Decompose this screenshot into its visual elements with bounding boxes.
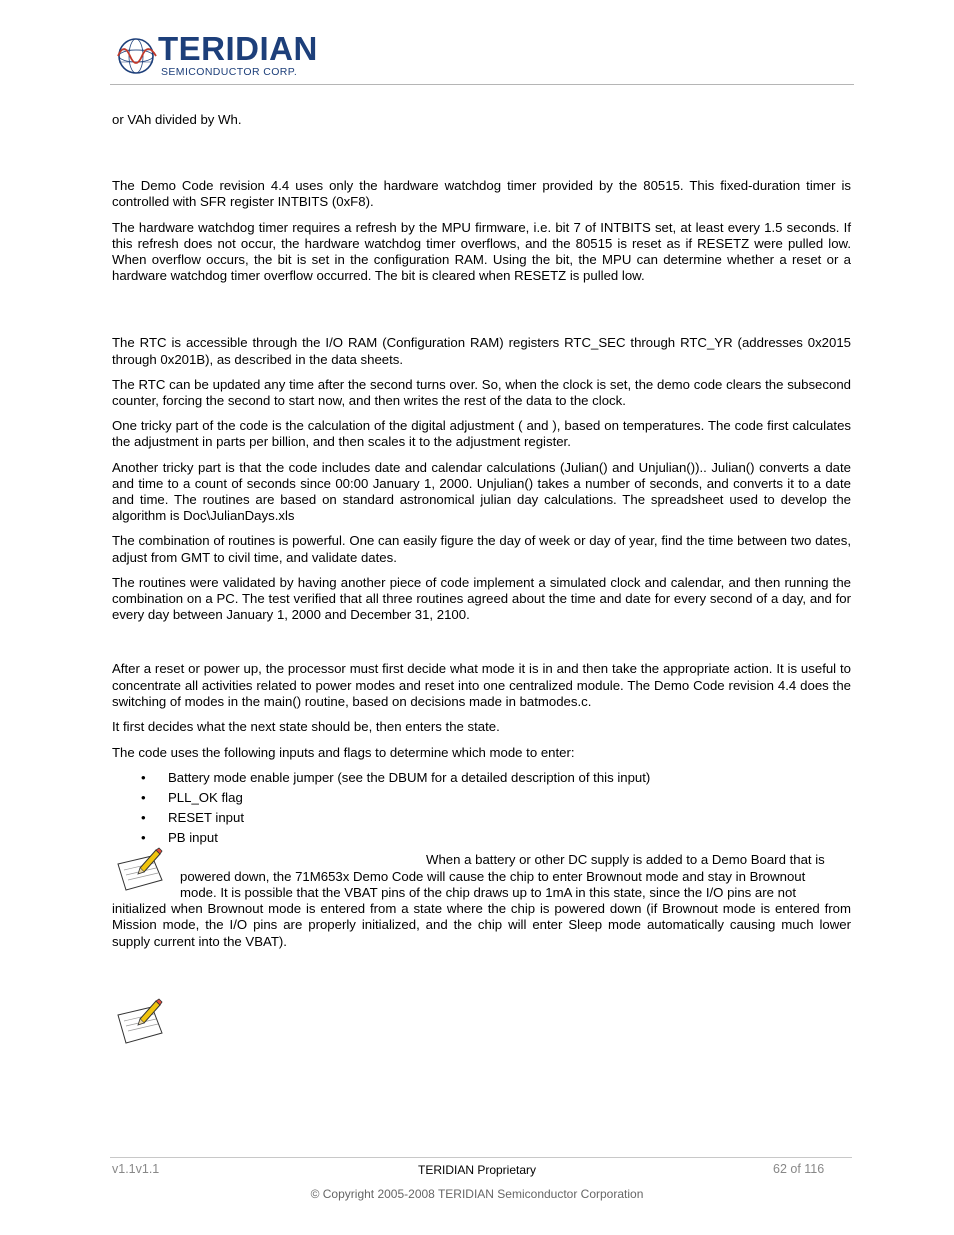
rtc-paragraph-2: The RTC can be updated any time after the second turns over. So, when the clock is set, the demo code clears the subsecond counter, forcing the second to start now, and then writes the rest of the data to the clock. bbox=[112, 376, 851, 409]
note-line-3: mode. It is possible that the VBAT pins of the chip draws up to 1mA in this state, since the I/O pins are not bbox=[180, 884, 796, 900]
document-body bbox=[112, 112, 851, 950]
footer-proprietary: TERIDIAN Proprietary bbox=[417, 1163, 537, 1177]
rtc-paragraph-4: Another tricky part is that the code includes date and calendar calculations (Julian() and Unjulian()).. Julian() converts a date and time to a count of seconds since 00:00 January 1, 2000. Unjulian() takes a number of seconds, and converts it to a date and time. The routines are based on standard astronomical julian day calculations. The spreadsheet used to develop the algorithm is Doc\JulianDays.xls bbox=[112, 459, 851, 524]
power-mode-paragraph-2: It first decides what the next state should be, then enters the state. bbox=[112, 719, 500, 735]
watchdog-paragraph-2: The hardware watchdog timer requires a refresh by the MPU firmware, i.e. bit 7 of INTBITS set, at least every 1.5 seconds. If this refresh does not occur, the hardware watchdog timer overflows, and the 80515 is reset as if RESETZ were pulled low. When overflow occurs, the bit is set in the configuration RAM. Using the bit, the MPU can determine whether a reset or a hardware watchdog timer overflow occurred. The bit is cleared when RESETZ is pulled low. bbox=[112, 219, 851, 284]
paragraph-intro: or VAh divided by Wh. bbox=[112, 112, 242, 127]
logo-subtitle: SEMICONDUCTOR CORP. bbox=[161, 66, 298, 78]
watchdog-paragraph-1: The Demo Code revision 4.4 uses only the hardware watchdog timer provided by the 80515. This fixed-duration timer is controlled with SFR register INTBITS (0xF8). bbox=[112, 178, 851, 210]
inputs-list bbox=[112, 770, 851, 850]
logo-wordmark: TERIDIAN bbox=[158, 30, 318, 67]
section-heading-space bbox=[112, 128, 851, 178]
power-mode-paragraph-3: The code uses the following inputs and flags to determine which mode to enter: bbox=[112, 745, 575, 761]
list-item: • PB input bbox=[112, 830, 851, 850]
note-line-2: powered down, the 71M653x Demo Code will cause the chip to enter Brownout mode and stay in Brownout bbox=[180, 868, 806, 884]
section-heading-space bbox=[112, 284, 851, 335]
note-pencil-icon bbox=[112, 846, 168, 894]
rtc-paragraph-3: One tricky part of the code is the calculation of the digital adjustment ( and ), based on temperatures. The code first calculates the adjustment in parts per billion, and then scales it to the adjustment register. bbox=[112, 418, 851, 450]
rtc-paragraph-6: The routines were validated by having another piece of code implement a simulated clock and calendar, and then running the combination on a PC. The test verified that all three routines agreed about the time and date for every second of a day, and for every day between January 1, 2000 and December 31, 2100. bbox=[112, 574, 851, 623]
list-item: • RESET input bbox=[112, 810, 851, 830]
section-heading-space bbox=[112, 623, 851, 661]
list-item: • PLL_OK flag bbox=[112, 790, 851, 810]
teridian-logo-mark-icon bbox=[116, 32, 158, 82]
footer-version: v1.1v1.1 bbox=[112, 1162, 160, 1176]
footer-divider bbox=[110, 1157, 852, 1158]
note-pencil-icon bbox=[112, 995, 168, 1047]
rtc-paragraph-1: The RTC is accessible through the I/O RAM (Configuration RAM) registers RTC_SEC through RTC_YR (addresses 0x2015 through 0x201B), as described in the data sheets. bbox=[112, 335, 851, 367]
note-line-1: When a battery or other DC supply is added to a Demo Board that is bbox=[426, 852, 825, 868]
note-continuation: initialized when Brownout mode is entered from a state where the chip is powered down (if Brownout mode is entered from Mission mode, the I/O pins are properly initialized, and the chip will enter Sleep mode automatically causing much lower supply current into the VBAT). bbox=[112, 901, 851, 949]
footer-copyright: © Copyright 2005-2008 TERIDIAN Semiconductor Corporation bbox=[310, 1187, 644, 1201]
note-block bbox=[112, 852, 851, 949]
power-mode-paragraph-1: After a reset or power up, the processor must first decide what mode it is in and then take the appropriate action. It is useful to concentrate all activities related to power modes and reset into one centralized module. The Demo Code revision 4.4 does the switching of modes in the main() routine, based on decisions made in batmodes.c. bbox=[112, 661, 851, 709]
header-divider bbox=[110, 84, 854, 85]
footer-page-number: 62 of 116 bbox=[773, 1162, 825, 1176]
teridian-logo bbox=[116, 30, 326, 82]
rtc-paragraph-5: The combination of routines is powerful. One can easily figure the day of week or day of year, find the time between two dates, adjust from GMT to civil time, and validate dates. bbox=[112, 533, 851, 565]
list-item: • Battery mode enable jumper (see the DBUM for a detailed description of this input) bbox=[112, 770, 851, 790]
